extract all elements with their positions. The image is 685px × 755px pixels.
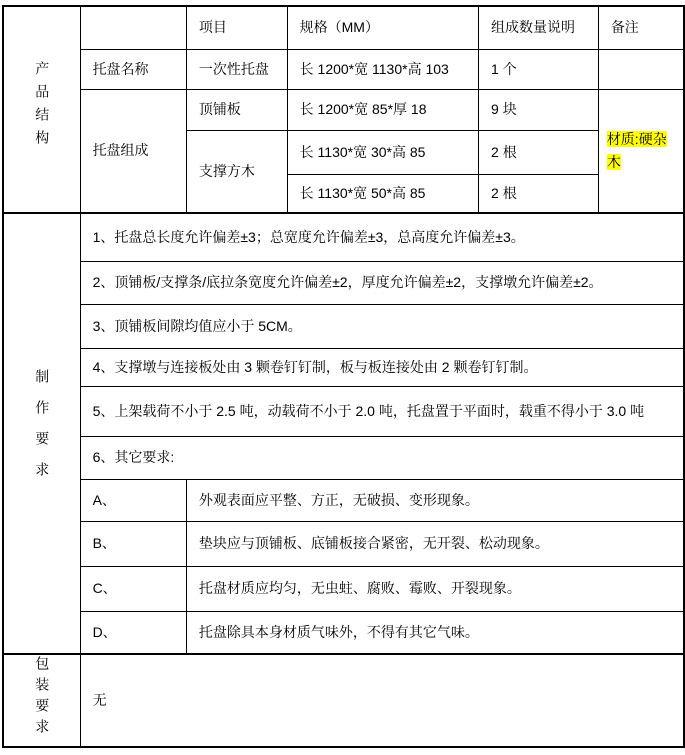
- column-header-item: 项目: [186, 6, 287, 49]
- material-remark-cell: [598, 89, 684, 213]
- column-header-remark: 备注: [598, 6, 684, 49]
- section-label-production-requirements: 制作要求: [34, 369, 51, 494]
- column-header-quantity: 组成数量说明: [479, 6, 599, 49]
- requirement-cell-1: 1、托盘总长度允许偏差±3；总宽度允许偏差±3，总高度允许偏差±3。: [80, 213, 684, 261]
- packaging-content-cell: 无: [80, 654, 684, 747]
- qty-cell: 2 根: [479, 174, 599, 213]
- requirement-text-cell: 托盘材质应均匀，无虫蛀、腐败、霉败、开裂现象。: [186, 566, 684, 611]
- section-label-packaging-requirements: 包装要求: [34, 656, 51, 741]
- requirement-text-cell: 垫块应与顶铺板、底铺板接合紧密，无开裂、松动现象。: [186, 521, 684, 566]
- qty-cell: 2 根: [479, 130, 599, 174]
- section-cell-production-requirements: [3, 213, 80, 654]
- qty-cell: 9 块: [479, 89, 599, 130]
- requirement-text-cell: 外观表面应平整、方正，无破损、变形现象。: [186, 479, 684, 521]
- material-highlight: 材质:硬杂木: [606, 131, 667, 170]
- item-cell: 一次性托盘: [186, 49, 287, 89]
- requirement-letter-cell: C、: [80, 566, 186, 611]
- product-spec-table: [2, 5, 685, 748]
- section-cell-packaging-requirements: [3, 654, 80, 747]
- requirement-text-cell: 托盘除具本身材质气味外，不得有其它气味。: [186, 611, 684, 654]
- requirement-cell-4: 4、支撑墩与连接板处由 3 颗卷钉钉制，板与板连接处由 2 颗卷钉钉制。: [80, 348, 684, 386]
- spec-cell: 长 1200*宽 1130*高 103: [287, 49, 478, 89]
- requirement-cell-2: 2、顶铺板/支撑条/底拉条宽度允许偏差±2，厚度允许偏差±2，支撑墩允许偏差±2。: [80, 261, 684, 304]
- qty-cell: 1 个: [479, 49, 599, 89]
- spec-cell: 长 1130*宽 50*高 85: [287, 174, 478, 213]
- requirement-letter-cell: A、: [80, 479, 186, 521]
- header-spacer-cell: [80, 6, 186, 49]
- item-cell: 顶铺板: [186, 89, 287, 130]
- spec-cell: 长 1130*宽 30*高 85: [287, 130, 478, 174]
- spec-cell: 长 1200*宽 85*厚 18: [287, 89, 478, 130]
- column-header-spec: 规格（MM）: [287, 6, 478, 49]
- item-cell: 支撑方木: [186, 130, 287, 213]
- pallet-name-label-cell: 托盘名称: [80, 49, 186, 89]
- pallet-composition-label-cell: 托盘组成: [80, 89, 186, 213]
- section-cell-product-structure: [3, 6, 80, 213]
- requirement-letter-cell: B、: [80, 521, 186, 566]
- section-label-product-structure: 产品结构: [34, 61, 51, 154]
- requirement-cell-5: 5、上架载荷不小于 2.5 吨，动载荷不小于 2.0 吨，托盘置于平面时，载重不得小于 3.0 吨: [80, 386, 684, 436]
- remark-empty-cell: [598, 49, 684, 89]
- requirement-cell-6: 6、其它要求:: [80, 436, 684, 479]
- requirement-cell-3: 3、顶铺板间隙均值应小于 5CM。: [80, 304, 684, 348]
- requirement-letter-cell: D、: [80, 611, 186, 654]
